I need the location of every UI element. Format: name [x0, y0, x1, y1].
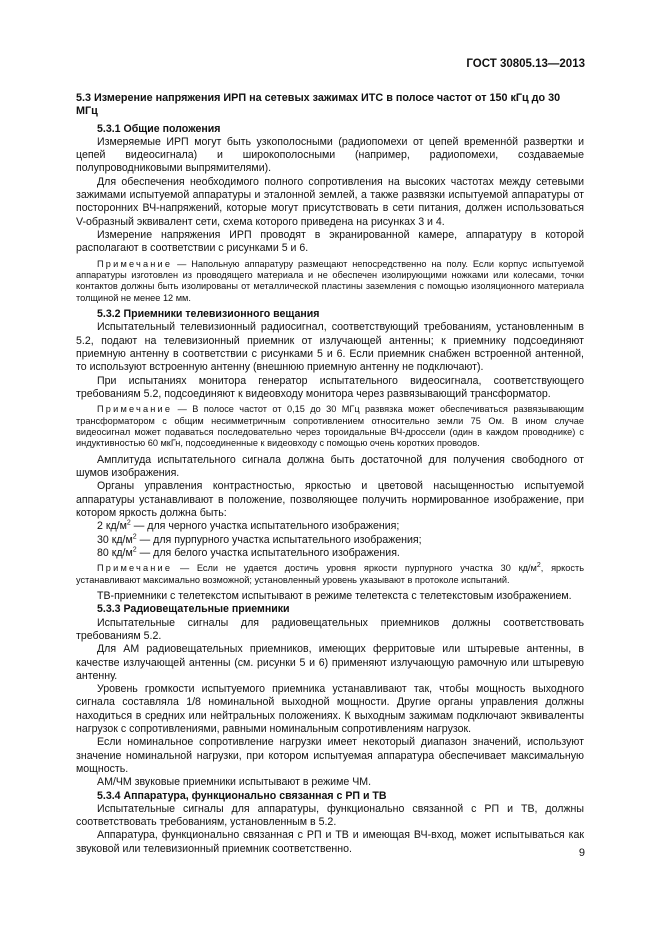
- subsection-title-533: 5.3.3 Радиовещательные приемники: [97, 603, 290, 616]
- paragraph: Измерение напряжения ИРП проводят в экранированной камере, аппаратуру в которой располагают в соответствии с рисунками 5 и 6.: [76, 228, 584, 255]
- note-label: Примечание: [97, 258, 173, 269]
- section-title: 5.3 Измерение напряжения ИРП на сетевых зажимах ИТС в полосе частот от 150 кГц до 30 МГц: [76, 92, 561, 118]
- page-number: 9: [578, 847, 585, 859]
- paragraph: Для обеспечения необходимого полного сопротивления на высоких частотах между сетевыми зажимами испытуемой аппаратуры и эталонной землей, а также развязки испытуемой аппаратуры от посторонних ВЧ-напряжений, которые могут присутствовать в сети питания, должен использоваться V-образный эквивалент сети, схема которого приведена на рисунках 3 и 4.: [76, 175, 584, 228]
- paragraph: Испытательные сигналы для радиовещательных приемников должны соответствовать требованиям 5.2.: [76, 616, 584, 642]
- list-item: 30 $кд/м^2$ — для пурпурного участка испытательного изображения;: [97, 533, 422, 546]
- paragraph: Испытательный телевизионный радиосигнал, соответствующий требованиям, установленным в 5.2, подают на телевизионный приемник от излучающей антенны; к приемнику подсоединяют приемную антенну в соответствии с рисунками 5 и 6. Если приемник снабжен встроенной антенной, то используют встроенную антенну (внешнюю приемную антенну не подключают).: [76, 321, 584, 374]
- subsection-title-534: 5.3.4 Аппаратура, функционально связанная с РП и ТВ: [97, 789, 387, 802]
- note: [76, 259, 584, 305]
- subsection-title-531: 5.3.1 Общие положения: [97, 122, 221, 135]
- note-label: Примечание: [97, 404, 173, 415]
- list-item: 2 $кд/м^2$ — для черного участка испытательного изображения;: [97, 519, 400, 533]
- paragraph: Органы управления контрастностью, яркостью и цветовой насыщенностью испытуемой аппаратуры устанавливают в положение, позволяющее получить нормированное изображение, при котором яркость должна быть:: [76, 480, 584, 520]
- paragraph: Аппаратура, функционально связанная с РП и ТВ и имеющая ВЧ-вход, может испытываться как звуковой или телевизионный приемник соответственно.: [76, 829, 584, 855]
- subsection-title-532: 5.3.2 Приемники телевизионного вещания: [97, 308, 320, 321]
- paragraph: Для АМ радиовещательных приемников, имеющих ферритовые или штыревые антенны, в качестве излучающей антенны (см. рисунки 5 и 6) применяют излучающую рамочную или штыревую антенну.: [76, 643, 584, 682]
- note: Примечание — Если не удается достичь уровня яркости пурпурного участка 30 $кд/м^2$, яркость устанавливают максимально возможной; установленный уровень указывают в протоколе испытаний.: [76, 562, 584, 585]
- standard-header: ГОСТ 30805.13—2013: [466, 58, 585, 70]
- paragraph: АМ/ЧМ звуковые приемники испытывают в режиме ЧМ.: [97, 776, 372, 789]
- note-text: — Если не удается достичь уровня яркости пурпурного участка 30 кд/м: [172, 563, 537, 574]
- note-text: — В полосе частот от 0,15 до 30 МГц развязка может обеспечиваться развязывающим трансформатором с общим несимметричным сопротивлением относительно земли 75 Ом. В ином случае видеосигнал может подаваться последовательно через тороидальные ВЧ-дроссели (один в каждом проводнике) с индуктивностью 60 мкГн, подсоединенные к видеовходу с помощью очень коротких проводов.: [76, 404, 584, 449]
- paragraph: Амплитуда испытательного сигнала должна быть достаточной для получения свободного от шумов изображения.: [76, 453, 584, 480]
- page-content: [76, 92, 584, 856]
- list-item: 80 $кд/м^2$ — для белого участка испытательного изображения.: [97, 546, 400, 559]
- paragraph: ТВ-приемники с телетекстом испытывают в режиме телетекста с телетекстовым изображением.: [97, 590, 572, 603]
- paragraph: При испытаниях монитора генератор испытательного видеосигнала, соответствующего требованиям 5.2, подсоединяют к видеовходу монитора через развязывающий трансформатор.: [76, 374, 584, 400]
- note-text: , яркость устанавливают максимально возможной; установленный уровень указывают в протоколе испытаний.: [76, 563, 584, 585]
- paragraph: Измеряемые ИРП могут быть узкополосными (радиопомехи от цепей временнóй развертки и цепей видеосигнала) и широкополосными (например, радиопомехи, создаваемые полупроводниковыми выпрямителями).: [76, 135, 584, 175]
- paragraph: Испытательные сигналы для аппаратуры, функционально связанной с РП и ТВ, должны соответствовать требованиям, установленным в 5.2.: [76, 802, 584, 829]
- note-text: — Напольную аппаратуру размещают непосредственно на полу. Если корпус испытуемой аппаратуры изготовлен из проводящего материала и не обеспечен изолирующими ножками или колесами, точки контактов должны быть изолированы от металлической пластины заземления с помощью изоляционного материала толщиной не менее 12 мм.: [76, 258, 584, 303]
- paragraph: Если номинальное сопротивление нагрузки имеет некоторый диапазон значений, используют значение номинальной нагрузки, при котором испытуемая аппаратура обеспечивает максимальную мощность.: [76, 736, 584, 775]
- note-label: Примечание: [97, 563, 173, 574]
- luminance-list: [76, 520, 584, 560]
- note: [76, 404, 584, 450]
- paragraph: Уровень громкости испытуемого приемника устанавливают так, чтобы мощность выходного сигнала составляла 1/8 номинальной выходной мощности. Другие органы управления должны находиться в средних или нейтральных положениях. К выходным зажимам подключают эквиваленты нагрузок с сопротивлениями, равными номинальным сопротивлениям нагрузок.: [76, 683, 584, 736]
